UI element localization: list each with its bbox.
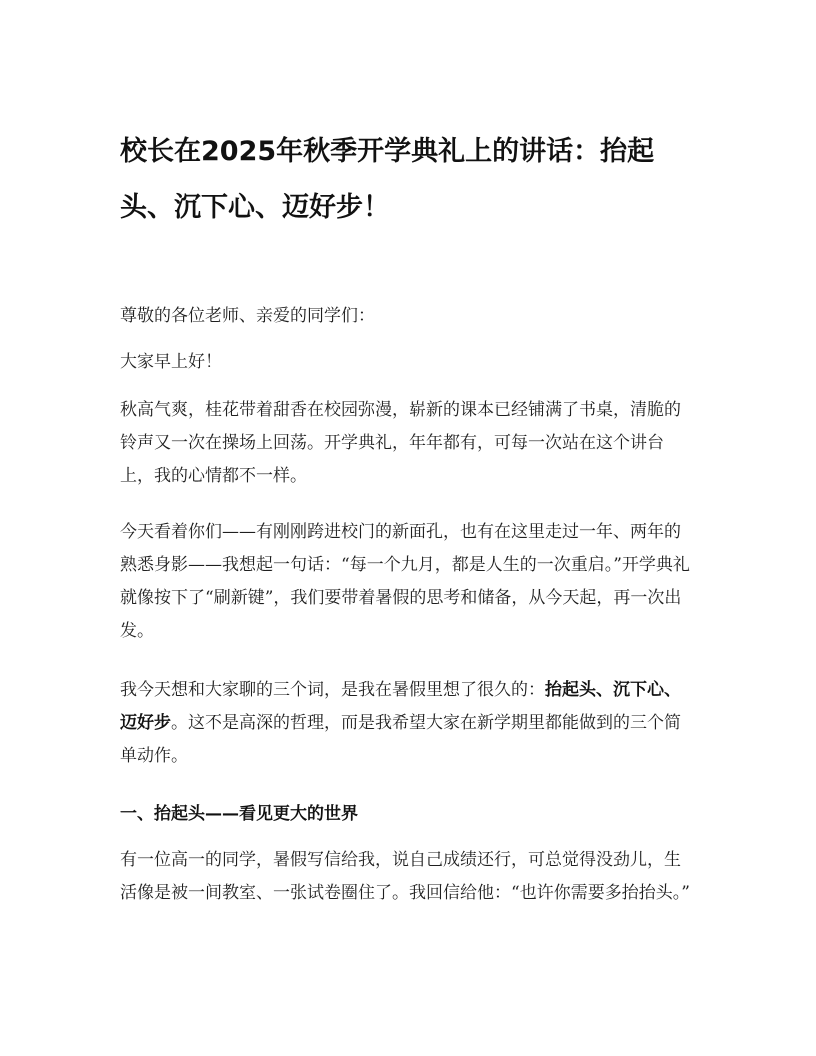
paragraph-3-rest: 。这不是高深的哲理，而是我希望大家在新学期里都能做到的三个简单动作。 — [120, 713, 681, 766]
paragraph-3-bold-phrase: 抬起头、沉下心、迈好步 — [120, 680, 681, 733]
morning-paragraph: 大家早上好！ — [120, 352, 222, 372]
paragraph-3-intro: 我今天想和大家聊的三个词，是我在暑假里想了很久的： — [120, 680, 545, 700]
paragraph-1: 秋高气爽，桂花带着甜香在校园弥漫，崭新的课本已经铺满了书桌，清脆的铃声又一次在操场上回荡。开学典礼，年年都有，可每一次站在这个讲台上，我的心情都不一样。 — [120, 400, 681, 486]
paragraph-4: 有一位高一的同学，暑假写信给我，说自己成绩还行，可总觉得没劲儿，生活像是被一间教室、一张试卷圈住了。我回信给他：“也许你需要多抬抬头。” — [120, 850, 690, 903]
paragraph-3 — [120, 674, 694, 773]
section-1-heading: 一、抬起头——看见更大的世界 — [120, 804, 358, 824]
document-title: 校长在2025年秋季开学典礼上的讲话：抬起头、沉下心、迈好步！ — [120, 136, 655, 223]
greeting-paragraph: 尊敬的各位老师、亲爱的同学们： — [120, 306, 375, 326]
paragraph-2: 今天看着你们——有刚刚跨进校门的新面孔，也有在这里走过一年、两年的熟悉身影——我想起一句话：“每一个九月，都是人生的一次重启。”开学典礼就像按下了“刷新键”，我们要带着暑假的思考和储备，从今天起，再一次出发。 — [120, 522, 690, 641]
